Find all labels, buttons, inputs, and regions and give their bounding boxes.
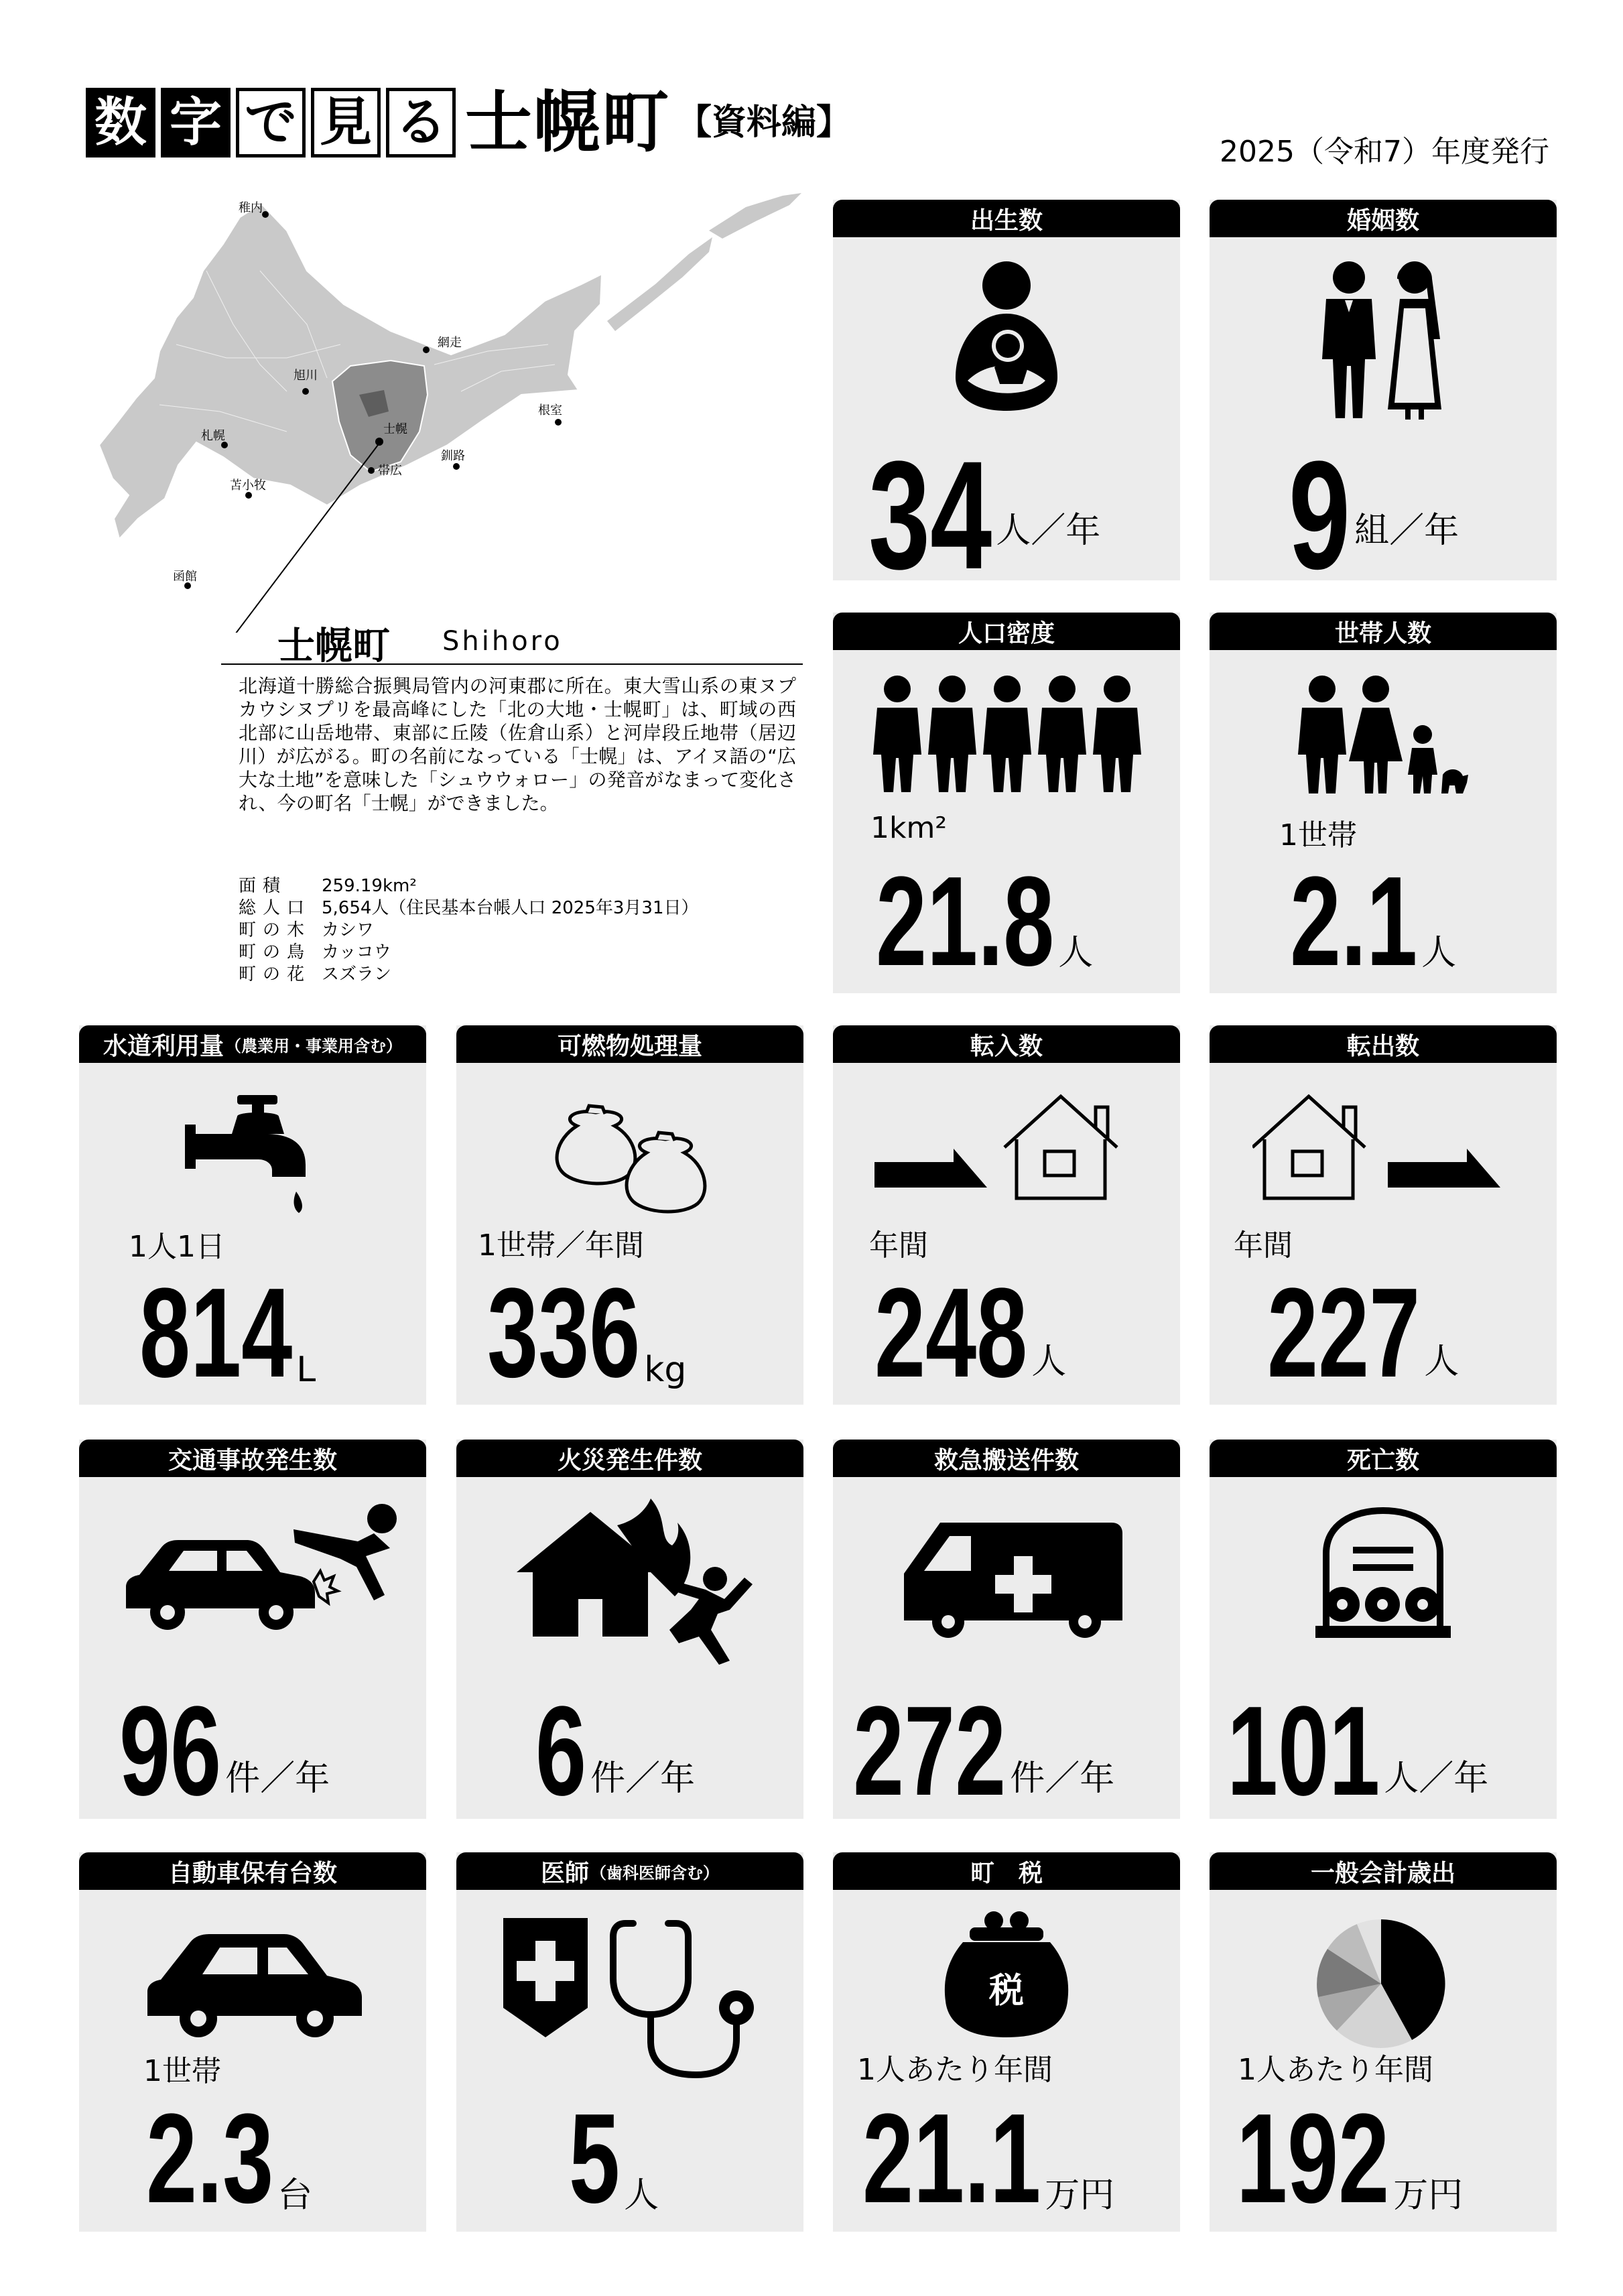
tile-cars bbox=[79, 1852, 426, 2232]
water-title-note: （農業用・事業用含む） bbox=[225, 1036, 402, 1056]
tile-title bbox=[79, 1025, 426, 1063]
fact-bird bbox=[239, 942, 699, 964]
movein-caption: 年間 bbox=[869, 1228, 928, 1263]
tax-unit: 万円 bbox=[1045, 2175, 1115, 2216]
density-value: 21.8 bbox=[876, 850, 1055, 993]
waste-caption: 1世帯／年間 bbox=[478, 1228, 644, 1263]
tile-title: 転出数 bbox=[1210, 1025, 1557, 1063]
tile-marriages bbox=[1210, 200, 1557, 601]
city-label-asahikawa: 旭川 bbox=[294, 369, 318, 383]
gravestone-icon bbox=[1313, 1507, 1453, 1641]
issue-year: 2025（令和7）年度発行 bbox=[1220, 135, 1549, 169]
tile-fires bbox=[456, 1440, 803, 1822]
town-title-rule bbox=[221, 663, 803, 665]
city-label-shihoro: 士幌 bbox=[383, 422, 407, 436]
fact-label: 面積 bbox=[239, 876, 287, 896]
abashiri-marker bbox=[423, 346, 430, 353]
fires-unit: 件／年 bbox=[590, 1759, 696, 1799]
kushiro-marker bbox=[453, 463, 460, 470]
tile-title: 火災発生件数 bbox=[456, 1440, 803, 1477]
budget-pie-icon bbox=[1314, 1917, 1448, 2051]
fact-flower bbox=[239, 964, 699, 986]
obihiro-marker bbox=[368, 467, 375, 474]
movein-unit: 人 bbox=[1031, 1342, 1067, 1382]
car-icon bbox=[143, 1922, 365, 2043]
title-box-1: 数 bbox=[86, 88, 155, 157]
marriages-unit: 組／年 bbox=[1354, 511, 1459, 551]
tile-waste bbox=[456, 1025, 803, 1405]
fact-value: 5,654人（住民基本台帳人口 2025年3月31日） bbox=[322, 898, 699, 918]
tile-density bbox=[833, 613, 1180, 993]
title-subtitle: 【資料編】 bbox=[677, 103, 852, 143]
title-box-3: で bbox=[236, 88, 306, 157]
tile-title: 町 税 bbox=[833, 1852, 1180, 1890]
fact-label: 町の花 bbox=[239, 964, 312, 984]
fact-value: スズラン bbox=[322, 964, 392, 984]
tile-tax bbox=[833, 1852, 1180, 2232]
tile-title: 可燃物処理量 bbox=[456, 1025, 803, 1063]
fact-label: 総人口 bbox=[239, 898, 312, 918]
tile-moveout bbox=[1210, 1025, 1557, 1405]
tile-title: 出生数 bbox=[833, 200, 1180, 237]
city-label-obihiro: 帯広 bbox=[378, 464, 402, 478]
births-value: 34 bbox=[868, 429, 992, 601]
budget-value: 192 bbox=[1236, 2088, 1390, 2230]
cars-unit: 台 bbox=[277, 2175, 313, 2216]
title-box-2: 字 bbox=[161, 88, 231, 157]
traffic-accident-icon bbox=[119, 1501, 401, 1655]
family-icon bbox=[1295, 674, 1470, 795]
stethoscope-icon bbox=[613, 1923, 736, 2075]
town-name: 士幌町 bbox=[277, 625, 390, 668]
tile-title: 人口密度 bbox=[833, 613, 1180, 650]
doctors-unit: 人 bbox=[624, 2175, 659, 2216]
density-caption: 1km² bbox=[870, 811, 947, 845]
house-icon bbox=[1004, 1096, 1117, 1198]
fact-value: カシワ bbox=[322, 920, 375, 940]
page-title bbox=[86, 83, 852, 162]
house-fire-icon bbox=[517, 1498, 758, 1666]
density-unit: 人 bbox=[1058, 933, 1094, 973]
city-label-abashiri: 網走 bbox=[438, 336, 462, 350]
mother-baby-icon bbox=[948, 260, 1065, 414]
move-out-icon bbox=[1252, 1087, 1520, 1201]
tile-movein bbox=[833, 1025, 1180, 1405]
household-unit: 人 bbox=[1421, 933, 1457, 973]
budget-caption: 1人あたり年間 bbox=[1238, 2053, 1433, 2087]
tile-budget bbox=[1210, 1852, 1557, 2232]
tile-title: 一般会計歳出 bbox=[1210, 1852, 1557, 1890]
tile-doctors bbox=[456, 1852, 803, 2232]
water-title: 水道利用量 bbox=[103, 1032, 224, 1060]
fires-value: 6 bbox=[535, 1680, 587, 1822]
doctors-value: 5 bbox=[569, 2088, 621, 2230]
tile-water bbox=[79, 1025, 426, 1405]
move-in-icon bbox=[873, 1087, 1141, 1201]
tile-title: 交通事故発生数 bbox=[79, 1440, 426, 1477]
fact-tree bbox=[239, 919, 699, 942]
tile-ambulance bbox=[833, 1440, 1180, 1822]
tax-value: 21.1 bbox=[862, 2088, 1041, 2230]
ambulance-value: 272 bbox=[853, 1680, 1007, 1822]
fact-value: 259.19km² bbox=[322, 876, 417, 896]
moveout-value: 227 bbox=[1267, 1262, 1421, 1404]
tile-title: 死亡数 bbox=[1210, 1440, 1557, 1477]
wakkanai-marker bbox=[262, 211, 269, 218]
ambulance-unit: 件／年 bbox=[1010, 1759, 1115, 1799]
town-facts bbox=[239, 875, 699, 986]
wedding-couple-icon bbox=[1314, 259, 1452, 420]
water-caption: 1人1日 bbox=[129, 1230, 225, 1264]
arrow-right-icon bbox=[874, 1149, 987, 1188]
title-box-4: 見 bbox=[311, 88, 381, 157]
water-unit: L bbox=[296, 1350, 316, 1390]
hokkaido-map bbox=[86, 190, 809, 633]
city-label-sapporo: 札幌 bbox=[201, 429, 225, 443]
coin-purse-icon bbox=[943, 1907, 1070, 2039]
town-description: 北海道十勝総合振興局管内の河東郡に所在。東大雪山系の東ヌプカウシヌプリを最高峰にした「北の大地・士幌町」は、町域の西北部に山岳地帯、東部に丘陵（佐倉山系）と河岸段丘地帯（居辺川）が広がる。町の名前になっている「士幌」は、アイヌ語の“広大な土地”を意味した「シュウウォロー」の発音がなまって変化され、今の町名「士幌」ができました。 bbox=[239, 675, 796, 814]
household-value: 2.1 bbox=[1290, 850, 1418, 993]
nemuro-marker bbox=[555, 419, 562, 426]
moveout-unit: 人 bbox=[1424, 1342, 1459, 1382]
waste-unit: kg bbox=[644, 1350, 687, 1390]
fact-value: カッコウ bbox=[322, 942, 391, 962]
city-label-tomakomai: 苫小牧 bbox=[230, 479, 266, 493]
arrow-right-icon bbox=[1388, 1149, 1500, 1188]
tile-title bbox=[456, 1852, 803, 1890]
tile-title: 転入数 bbox=[833, 1025, 1180, 1063]
etorofu-island bbox=[709, 193, 801, 239]
movein-value: 248 bbox=[874, 1262, 1028, 1404]
tax-caption: 1人あたり年間 bbox=[857, 2053, 1053, 2087]
doctors-title: 医師 bbox=[540, 1859, 589, 1887]
water-value: 814 bbox=[139, 1262, 293, 1404]
tile-title: 自動車保有台数 bbox=[79, 1852, 426, 1890]
population-density-icon bbox=[870, 674, 1145, 793]
impact-icon bbox=[314, 1571, 338, 1603]
moveout-caption: 年間 bbox=[1234, 1228, 1293, 1263]
deaths-value: 101 bbox=[1227, 1680, 1380, 1822]
doctors-title-note: （歯科医師含む） bbox=[590, 1863, 719, 1883]
fact-label: 町の鳥 bbox=[239, 942, 312, 962]
tile-accidents bbox=[79, 1440, 426, 1822]
tile-title: 婚姻数 bbox=[1210, 200, 1557, 237]
asahikawa-marker bbox=[302, 388, 309, 395]
water-faucet-icon bbox=[185, 1091, 319, 1225]
fact-label: 町の木 bbox=[239, 920, 312, 940]
marriages-value: 9 bbox=[1289, 429, 1351, 601]
budget-unit: 万円 bbox=[1393, 2175, 1464, 2216]
tile-deaths bbox=[1210, 1440, 1557, 1822]
tomakomai-marker bbox=[245, 492, 252, 499]
tile-title: 救急搬送件数 bbox=[833, 1440, 1180, 1477]
tax-icon-label: 税 bbox=[988, 1971, 1025, 2011]
accidents-unit: 件／年 bbox=[225, 1759, 330, 1799]
tile-household bbox=[1210, 613, 1557, 993]
deaths-unit: 人／年 bbox=[1384, 1759, 1489, 1799]
garbage-bags-icon bbox=[547, 1088, 715, 1216]
house-icon bbox=[1252, 1096, 1365, 1198]
city-label-kushiro: 釧路 bbox=[441, 449, 465, 463]
title-town-name: 士幌町 bbox=[465, 83, 670, 162]
title-box-5: る bbox=[386, 88, 456, 157]
cars-value: 2.3 bbox=[146, 2088, 274, 2230]
fact-area bbox=[239, 875, 699, 897]
household-caption: 1世帯 bbox=[1279, 818, 1357, 852]
births-unit: 人／年 bbox=[996, 511, 1101, 551]
fact-population bbox=[239, 897, 699, 919]
city-label-nemuro: 根室 bbox=[538, 403, 562, 418]
tile-title: 世帯人数 bbox=[1210, 613, 1557, 650]
waste-value: 336 bbox=[487, 1262, 641, 1404]
shihoro-marker bbox=[375, 438, 383, 446]
city-label-hakodate: 函館 bbox=[173, 570, 197, 584]
town-roman-name: Shihoro bbox=[442, 626, 563, 657]
tile-births bbox=[833, 200, 1180, 601]
kunashiri-island bbox=[607, 237, 712, 331]
car-icon bbox=[126, 1540, 315, 1630]
ambulance-icon bbox=[897, 1513, 1125, 1641]
medical-icon bbox=[502, 1914, 770, 2082]
cars-caption: 1世帯 bbox=[143, 2054, 221, 2088]
city-label-wakkanai: 稚内 bbox=[239, 201, 263, 215]
accidents-value: 96 bbox=[119, 1680, 222, 1822]
